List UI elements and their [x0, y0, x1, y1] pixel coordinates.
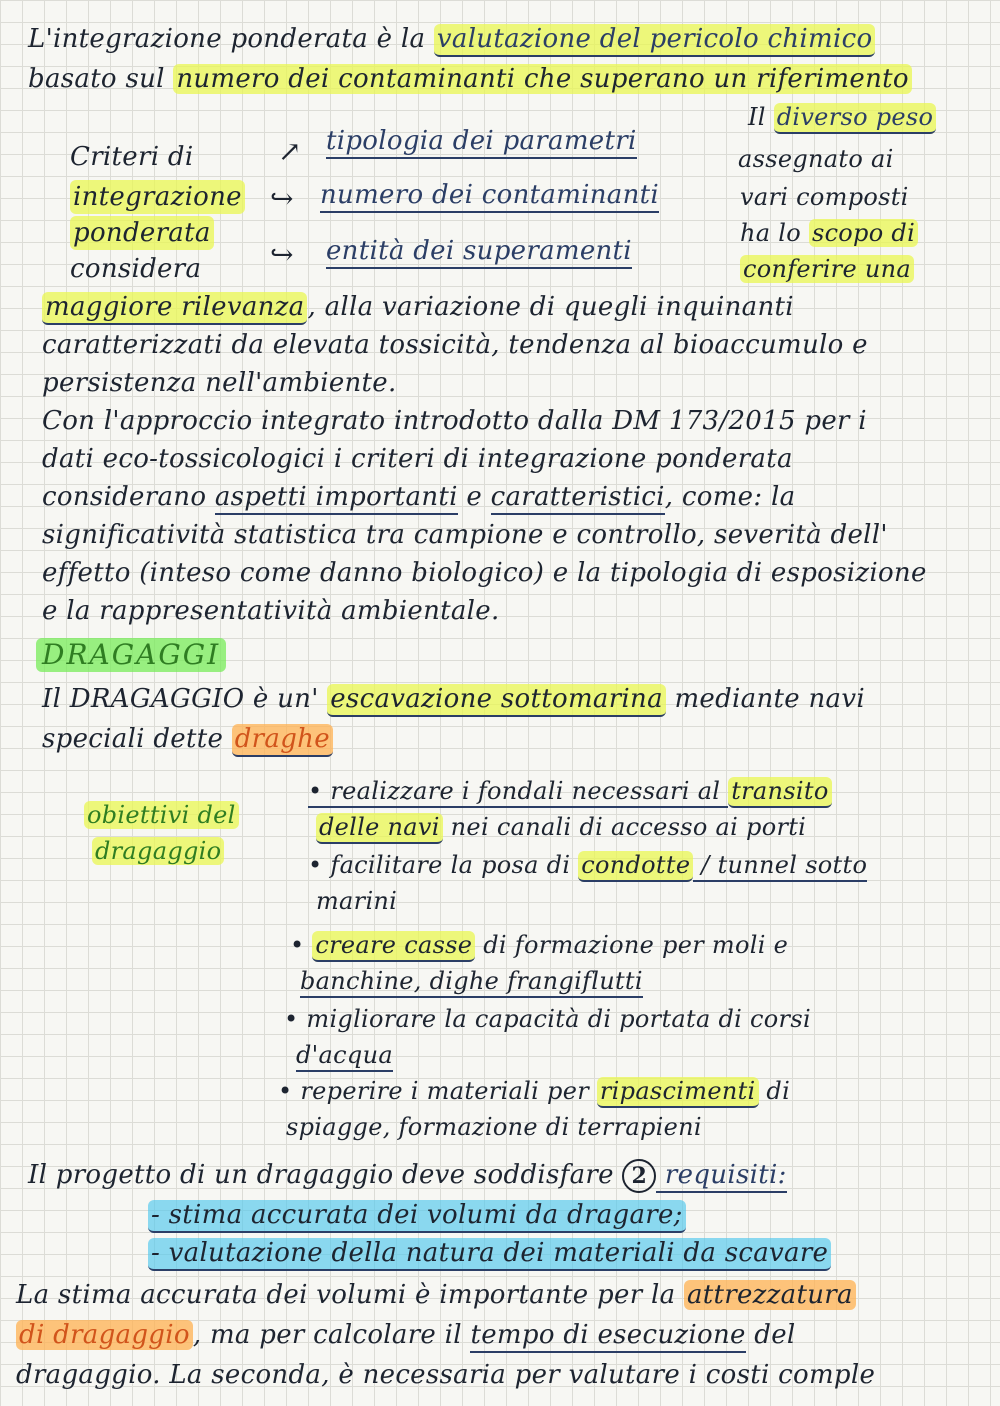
requirement-2 — [148, 1236, 831, 1270]
objective-text: • — [290, 931, 313, 959]
underline-characteristic: caratteristici — [491, 482, 665, 515]
highlight-confer: conferire una — [740, 255, 914, 283]
para2-line-3 — [42, 480, 795, 514]
para1-line-1 — [42, 290, 794, 324]
criteria-item-2 — [320, 178, 659, 212]
objective-text: nei canali di accesso ai porti — [442, 813, 807, 841]
para-text: e la rappresentatività ambientale. — [42, 596, 500, 626]
para2-line-6 — [42, 594, 500, 628]
objective-text: di formazione per moli e — [475, 931, 789, 959]
objective-text: d'acqua — [296, 1041, 393, 1072]
final-line-2 — [16, 1318, 796, 1352]
dragaggio-line-2 — [42, 722, 333, 756]
highlight-contaminants: numero dei contaminanti che superano un riferimento — [173, 64, 912, 94]
objectives-label-2 — [92, 834, 224, 868]
para-text: del — [745, 1320, 796, 1350]
objective-text: / tunnel sotto — [693, 851, 867, 882]
objectives-label-text: obiettivi del — [84, 801, 239, 829]
highlight-transit: transito — [728, 777, 831, 808]
side-note-line-5 — [740, 252, 914, 286]
criteria-item-1 — [326, 124, 637, 158]
side-note-line-1 — [748, 100, 936, 134]
para1-line-3 — [42, 366, 397, 400]
para2-line-5 — [42, 556, 927, 590]
underline-aspects: aspetti importanti — [215, 482, 458, 515]
para-text: Il DRAGAGGIO è un' — [42, 684, 328, 714]
para-text: effetto (inteso come danno biologico) e la tipologia di esposizione — [42, 558, 927, 588]
side-note-text: assegnato ai — [738, 145, 894, 173]
highlight-weight: diverso peso — [774, 103, 937, 134]
para-text: dati eco-tossicologici i criteri di integrazione ponderata — [42, 444, 793, 474]
highlight-replenishment: ripascimenti — [597, 1077, 759, 1108]
objective-3-line-1 — [290, 928, 788, 962]
objective-5-line-2 — [286, 1110, 702, 1144]
requirement-1 — [148, 1198, 686, 1232]
objective-text: • realizzare i fondali necessari al — [308, 777, 728, 808]
criteria-label-text: ponderata — [73, 218, 211, 248]
para1-line-2 — [42, 328, 868, 362]
highlight-casse: creare casse — [312, 931, 475, 962]
intro-line-2 — [28, 62, 912, 96]
criteria-item-text: numero dei contaminanti — [320, 180, 659, 213]
highlight-hazard: valutazione del pericolo chimico — [434, 24, 876, 57]
para-text: e — [457, 482, 491, 512]
side-note-line-3 — [740, 180, 909, 214]
criteria-item-text: entità dei superamenti — [326, 236, 632, 269]
highlight-draghe: draghe — [232, 724, 333, 757]
highlight-ships: delle navi — [316, 813, 443, 844]
side-note-text: vari composti — [740, 183, 909, 211]
intro-text: basato sul — [28, 64, 174, 94]
criteria-label-4 — [70, 252, 201, 286]
para2-line-1 — [42, 404, 867, 438]
objectives-label-1 — [84, 798, 239, 832]
intro-line-1 — [28, 22, 875, 56]
para2-line-2 — [42, 442, 793, 476]
para-text: considerano — [42, 482, 215, 512]
para-text: mediante navi — [665, 684, 865, 714]
highlight-pipelines: condotte — [578, 851, 693, 882]
underline-requirements: requisiti: — [656, 1160, 786, 1193]
final-line-1 — [16, 1278, 856, 1312]
para-text: , alla variazione di quegli inquinanti — [307, 292, 794, 322]
para-text: Con l'approccio integrato introdotto dalla DM 173/2015 per i — [42, 406, 867, 436]
underline-time: tempo di esecuzione — [470, 1320, 745, 1353]
arrow-right-icon: ↪ — [270, 182, 294, 215]
objective-5-line-1 — [278, 1074, 790, 1108]
para-text: La stima accurata dei volumi è importante per la — [16, 1280, 684, 1310]
para-text: , ma per calcolare il — [192, 1320, 471, 1350]
dragaggio-line-1 — [42, 682, 865, 716]
highlight-dragaggio: di dragaggio — [16, 1320, 193, 1350]
side-note-line-2 — [738, 142, 894, 176]
para-text: dragaggio. La seconda, è necessaria per valutare i costi comple — [16, 1360, 876, 1390]
criteria-label-text: Criteri di — [70, 142, 194, 172]
objective-text: di — [758, 1077, 791, 1105]
circled-number: 2 — [622, 1159, 656, 1193]
para-text: speciali dette — [42, 724, 232, 754]
side-note-line-4 — [740, 216, 918, 250]
side-note-text: Il — [748, 103, 774, 131]
final-line-3 — [16, 1358, 875, 1392]
criteria-label-1 — [70, 140, 193, 174]
criteria-label-2 — [70, 180, 245, 214]
highlight-purpose: scopo di — [809, 219, 918, 247]
criteria-label-3 — [70, 216, 214, 250]
section-title-dragaggi: DRAGAGGI — [36, 638, 226, 672]
criteria-item-3 — [326, 234, 632, 268]
objective-4-line-1 — [284, 1002, 811, 1036]
highlight-requirement-2: - valutazione della natura dei materiali da scavare — [148, 1238, 831, 1271]
arrow-right-icon: ↪ — [270, 238, 294, 271]
objective-1-line-1 — [308, 774, 832, 808]
highlight-equipment: attrezzatura — [684, 1280, 856, 1310]
criteria-item-text: tipologia dei parametri — [326, 126, 637, 159]
highlight-requirement-1: - stima accurata dei volumi da dragare; — [148, 1200, 686, 1233]
objective-text: banchine, dighe frangiflutti — [300, 967, 643, 998]
objective-text: spiagge, formazione di terrapieni — [286, 1113, 702, 1141]
highlight-excavation: escavazione sottomarina — [327, 684, 666, 717]
objective-text: • reperire i materiali per — [278, 1077, 597, 1105]
objective-2-line-1 — [308, 848, 867, 882]
para2-line-4 — [42, 518, 888, 552]
arrow-up-right-icon: ↗ — [278, 135, 302, 168]
objective-text: • facilitare la posa di — [308, 851, 579, 879]
para-text: caratterizzati da elevata tossicità, tendenza al bioaccumulo e — [42, 330, 868, 360]
objective-4-line-2 — [296, 1038, 393, 1072]
para-text: Il progetto di un dragaggio deve soddisfare — [28, 1160, 623, 1190]
objectives-label-text: dragaggio — [92, 837, 224, 865]
objective-3-line-2 — [300, 964, 643, 998]
para-text: persistenza nell'ambiente. — [42, 368, 397, 398]
criteria-label-text: integrazione — [73, 182, 242, 212]
criteria-label-text: considera — [70, 254, 202, 284]
highlight-relevance: maggiore rilevanza — [42, 292, 307, 325]
objective-text: • migliorare la capacità di portata di corsi — [284, 1005, 811, 1033]
intro-text: L'integrazione ponderata è la — [28, 24, 434, 54]
objective-text: marini — [316, 887, 398, 915]
objective-1-line-2 — [316, 810, 806, 844]
objective-2-line-2 — [316, 884, 397, 918]
para-text: significatività statistica tra campione e controllo, severità dell' — [42, 520, 888, 550]
para-text: , come: la — [664, 482, 796, 512]
project-line-1 — [28, 1158, 787, 1193]
side-note-text: ha lo — [740, 219, 809, 247]
